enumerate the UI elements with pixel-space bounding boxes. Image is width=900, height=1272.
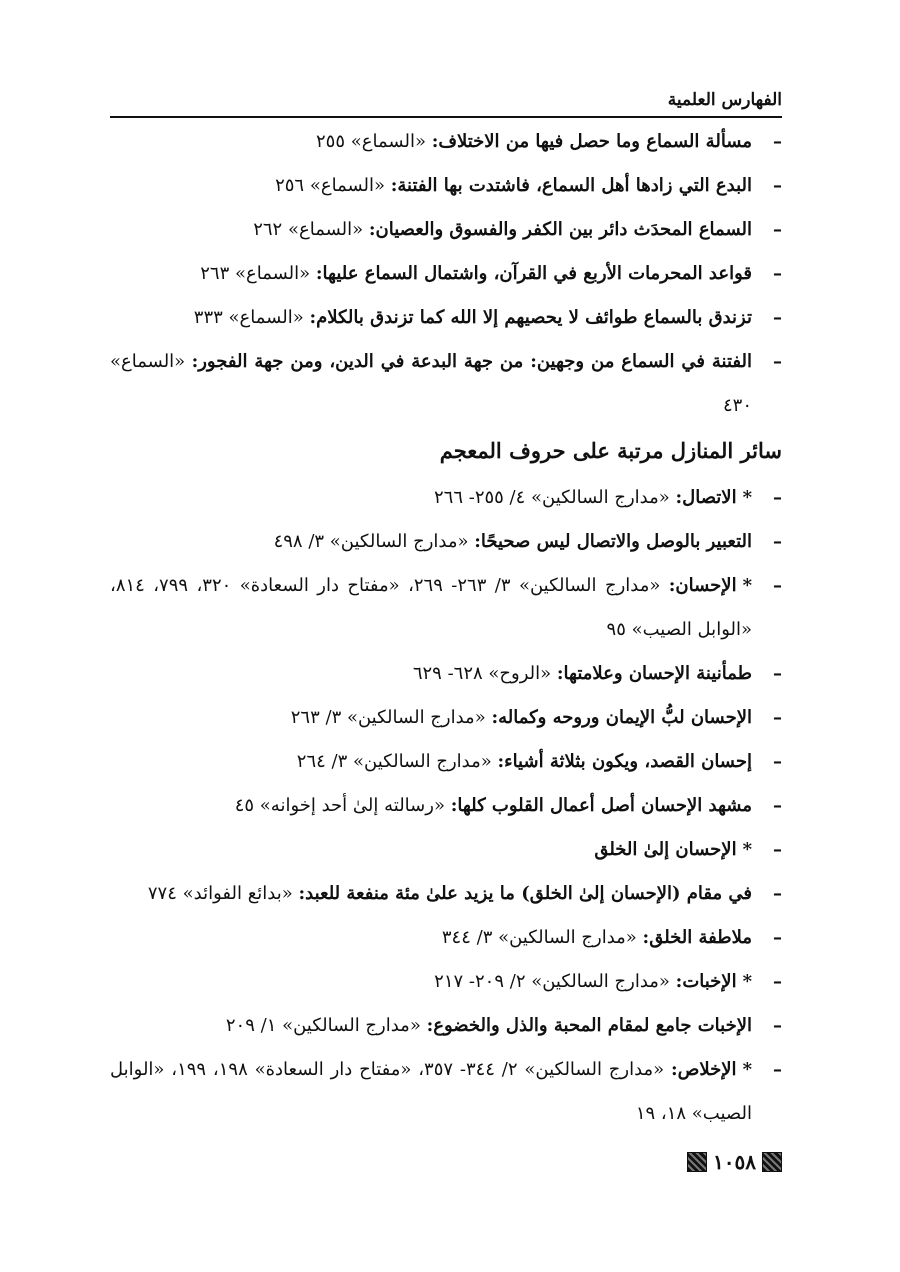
entry-topic: في مقام (الإحسان إلىٰ الخلق) ما يزيد علىٰ مئة منفعة للعبد: <box>298 883 752 904</box>
entry-topic: الإخبات: <box>675 971 737 992</box>
ornament-icon <box>687 1152 707 1172</box>
entry-topic: السماع المحدَث دائر بين الكفر والفسوق والعصيان: <box>368 219 752 240</box>
dash-marker: – <box>773 1059 782 1080</box>
index-entry <box>110 164 782 208</box>
entry-reference: «السماع» ٢٥٥ <box>316 131 432 152</box>
entry-topic: طمأنينة الإحسان وعلامتها: <box>556 663 752 684</box>
entry-reference: «مدارج السالكين» ٣/ ٢٦٤ <box>296 751 498 772</box>
entry-topic: تزندق بالسماع طوائف لا يحصيهم إلا الله كما تزندق بالكلام: <box>309 307 752 328</box>
entry-body <box>110 476 752 520</box>
entry-body <box>110 960 752 1004</box>
entry-body <box>110 828 752 872</box>
entries-bottom <box>110 476 782 1136</box>
dash-marker: – <box>773 839 782 860</box>
index-page <box>110 80 782 1136</box>
entry-topic: التعبير بالوصل والاتصال ليس صحيحًا: <box>474 531 752 552</box>
entry-topic: مشهد الإحسان أصل أعمال القلوب كلها: <box>450 795 752 816</box>
ornament-icon <box>762 1152 782 1172</box>
entry-body <box>110 208 752 252</box>
section-heading: سائر المنازل مرتبة على حروف المعجم <box>439 438 782 463</box>
asterisk-marker: * <box>742 971 752 992</box>
dash-marker: – <box>773 219 782 240</box>
dash-marker: – <box>773 175 782 196</box>
entry-reference: «الروح» ٦٢٨- ٦٢٩ <box>412 663 557 684</box>
entry-body <box>110 1004 752 1048</box>
entry-reference: «مدارج السالكين» ٢/ ٢٠٩- ٢١٧ <box>434 971 676 992</box>
entry-body <box>110 696 752 740</box>
index-entry <box>110 828 782 872</box>
index-entry <box>110 784 782 828</box>
dash-marker: – <box>773 131 782 152</box>
entry-reference: «السماع» ٢٦٣ <box>200 263 316 284</box>
dash-marker: – <box>773 531 782 552</box>
entry-body <box>110 1048 752 1136</box>
entry-topic: الفتنة في السماع من وجهين: من جهة البدعة في الدين، ومن جهة الفجور: <box>191 351 753 372</box>
entry-reference: «السماع» ٤٣٠ <box>110 351 752 416</box>
entry-topic: الاتصال: <box>675 487 737 508</box>
entry-topic: مسألة السماع وما حصل فيها من الاختلاف: <box>431 131 752 152</box>
index-entry <box>110 252 782 296</box>
dash-marker: – <box>773 751 782 772</box>
entry-topic: ملاطفة الخلق: <box>642 927 752 948</box>
entry-body <box>110 296 752 340</box>
entry-reference: «السماع» ٢٦٢ <box>253 219 369 240</box>
index-entry <box>110 520 782 564</box>
index-entry <box>110 696 782 740</box>
index-entry <box>110 564 782 652</box>
entry-topic: الإحسان لبُّ الإيمان وروحه وكماله: <box>491 707 752 728</box>
entry-body <box>110 164 752 208</box>
entry-body <box>110 740 752 784</box>
index-entry <box>110 960 782 1004</box>
dash-marker: – <box>773 663 782 684</box>
entry-topic: الإخبات جامع لمقام المحبة والذل والخضوع: <box>426 1015 752 1036</box>
entry-reference: «مدارج السالكين» ٣/ ٢٦٣- ٢٦٩، «مفتاح دار السعادة» ٣٢٠، ٧٩٩، ٨١٤، «الوابل الصيب» ٩٥ <box>110 575 752 640</box>
index-entry <box>110 740 782 784</box>
index-entry <box>110 340 782 428</box>
entry-body <box>110 340 752 428</box>
index-entry <box>110 120 782 164</box>
index-entry <box>110 916 782 960</box>
entry-reference: «مدارج السالكين» ٣/ ٢٦٣ <box>290 707 492 728</box>
entry-body <box>110 520 752 564</box>
dash-marker: – <box>773 263 782 284</box>
entry-reference: «مدارج السالكين» ٤/ ٢٥٥- ٢٦٦ <box>433 487 676 508</box>
index-entry <box>110 1004 782 1048</box>
page-number-text: ١٠٥٨ <box>713 1150 756 1174</box>
entry-reference: «رسالته إلىٰ أحد إخوانه» ٤٥ <box>234 795 451 816</box>
index-entry <box>110 1048 782 1136</box>
entry-reference: «مدارج السالكين» ١/ ٢٠٩ <box>225 1015 427 1036</box>
asterisk-marker: * <box>742 1059 752 1080</box>
entries-top <box>110 120 782 428</box>
page-number <box>687 1150 782 1174</box>
entry-topic: قواعد المحرمات الأربع في القرآن، واشتمال السماع عليها: <box>315 263 752 284</box>
asterisk-marker: * <box>742 575 752 596</box>
entry-topic: الإحسان: <box>668 575 737 596</box>
index-entry <box>110 872 782 916</box>
entry-body <box>110 784 752 828</box>
index-entry <box>110 296 782 340</box>
asterisk-marker: * <box>742 839 752 860</box>
entry-body <box>110 652 752 696</box>
dash-marker: – <box>773 1015 782 1036</box>
dash-marker: – <box>773 487 782 508</box>
dash-marker: – <box>773 795 782 816</box>
entry-topic: إحسان القصد، ويكون بثلاثة أشياء: <box>497 751 752 772</box>
entry-topic: الإخلاص: <box>671 1059 737 1080</box>
entry-body <box>110 564 752 652</box>
entry-reference: «مدارج السالكين» ٢/ ٣٤٤- ٣٥٧، «مفتاح دار السعادة» ١٩٨، ١٩٩، «الوابل الصيب» ١٨، ١٩ <box>110 1059 752 1124</box>
entry-topic: البدع التي زادها أهل السماع، فاشتدت بها الفتنة: <box>390 175 752 196</box>
dash-marker: – <box>773 927 782 948</box>
entry-body <box>110 252 752 296</box>
entry-reference: «السماع» ٣٣٣ <box>193 307 310 328</box>
dash-marker: – <box>773 307 782 328</box>
entry-body <box>110 872 752 916</box>
dash-marker: – <box>773 351 782 372</box>
running-head <box>110 80 782 118</box>
entry-reference: «السماع» ٢٥٦ <box>275 175 391 196</box>
entry-body <box>110 120 752 164</box>
dash-marker: – <box>773 883 782 904</box>
dash-marker: – <box>773 971 782 992</box>
running-head-title: الفهارس العلمية <box>667 90 782 110</box>
dash-marker: – <box>773 707 782 728</box>
entry-topic: الإحسان إلىٰ الخلق <box>594 839 737 860</box>
index-entry <box>110 652 782 696</box>
entry-reference: «بدائع الفوائد» ٧٧٤ <box>147 883 299 904</box>
index-entry <box>110 476 782 520</box>
index-entry <box>110 208 782 252</box>
asterisk-marker: * <box>742 487 752 508</box>
entry-reference: «مدارج السالكين» ٣/ ٤٩٨ <box>273 531 475 552</box>
dash-marker: – <box>773 575 782 596</box>
entry-reference: «مدارج السالكين» ٣/ ٣٤٤ <box>441 927 643 948</box>
entry-body <box>110 916 752 960</box>
